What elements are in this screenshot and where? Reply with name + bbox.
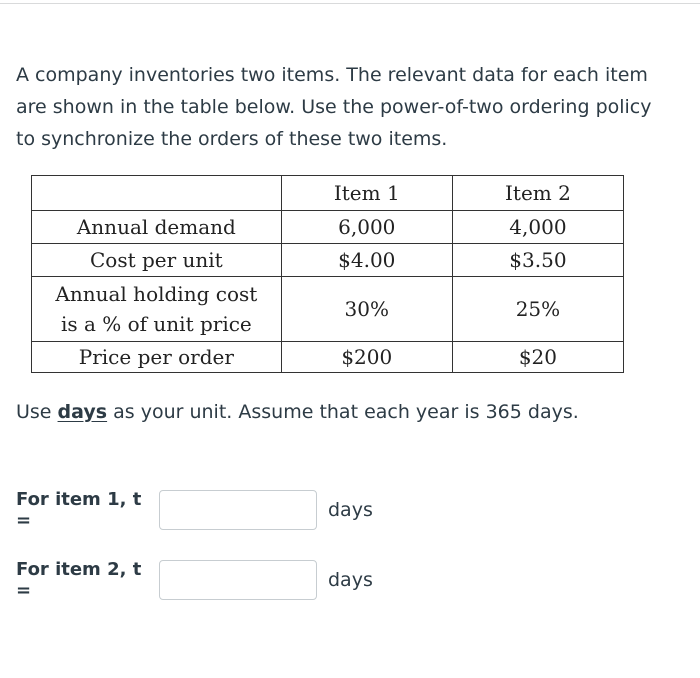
answer-unit-item2: days — [328, 569, 373, 591]
cell-item1-cost-per-unit: $4.00 — [281, 244, 452, 277]
row-label-line: Annual holding cost — [55, 282, 258, 306]
question-line: A company inventories two items. The relevant data for each item — [16, 64, 648, 86]
table-header-blank — [32, 176, 282, 211]
answer-label-item2: For item 2, t = — [16, 559, 142, 601]
row-label-annual-demand: Annual demand — [32, 211, 282, 244]
row-label-line: is a % of unit price — [60, 312, 252, 336]
cell-item2-holding-cost: 25% — [452, 277, 623, 342]
row-label-price-per-order: Price per order — [32, 342, 282, 373]
table-header-item2: Item 2 — [452, 176, 623, 211]
answer-input-item1[interactable] — [159, 490, 317, 530]
question-text — [16, 59, 688, 155]
inventory-data-table — [31, 175, 624, 373]
top-divider — [0, 3, 700, 4]
table-header-item1: Item 1 — [281, 176, 452, 211]
cell-item2-price-per-order: $20 — [452, 342, 623, 373]
answer-label-item1: For item 1, t = — [16, 489, 142, 531]
table-row — [32, 244, 624, 277]
cell-item2-cost-per-unit: $3.50 — [452, 244, 623, 277]
note-suffix: as your unit. Assume that each year is 365 days. — [107, 401, 579, 423]
answer-row-item1 — [16, 488, 373, 532]
table-row — [32, 211, 624, 244]
cell-item1-holding-cost: 30% — [281, 277, 452, 342]
cell-item1-annual-demand: 6,000 — [281, 211, 452, 244]
answer-unit-item1: days — [328, 499, 373, 521]
row-label-cost-per-unit: Cost per unit — [32, 244, 282, 277]
table-row — [32, 342, 624, 373]
table-header-row — [32, 176, 624, 211]
answer-input-item2[interactable] — [159, 560, 317, 600]
row-label-holding-cost — [32, 277, 282, 342]
cell-item1-price-per-order: $200 — [281, 342, 452, 373]
answer-row-item2 — [16, 558, 373, 602]
note-emphasis: days — [57, 401, 108, 423]
question-line: are shown in the table below. Use the power-of-two ordering policy — [16, 96, 652, 118]
note-prefix: Use — [16, 401, 58, 423]
question-line: to synchronize the orders of these two items. — [16, 128, 448, 150]
cell-item2-annual-demand: 4,000 — [452, 211, 623, 244]
table-row — [32, 277, 624, 342]
unit-instruction — [16, 397, 579, 427]
